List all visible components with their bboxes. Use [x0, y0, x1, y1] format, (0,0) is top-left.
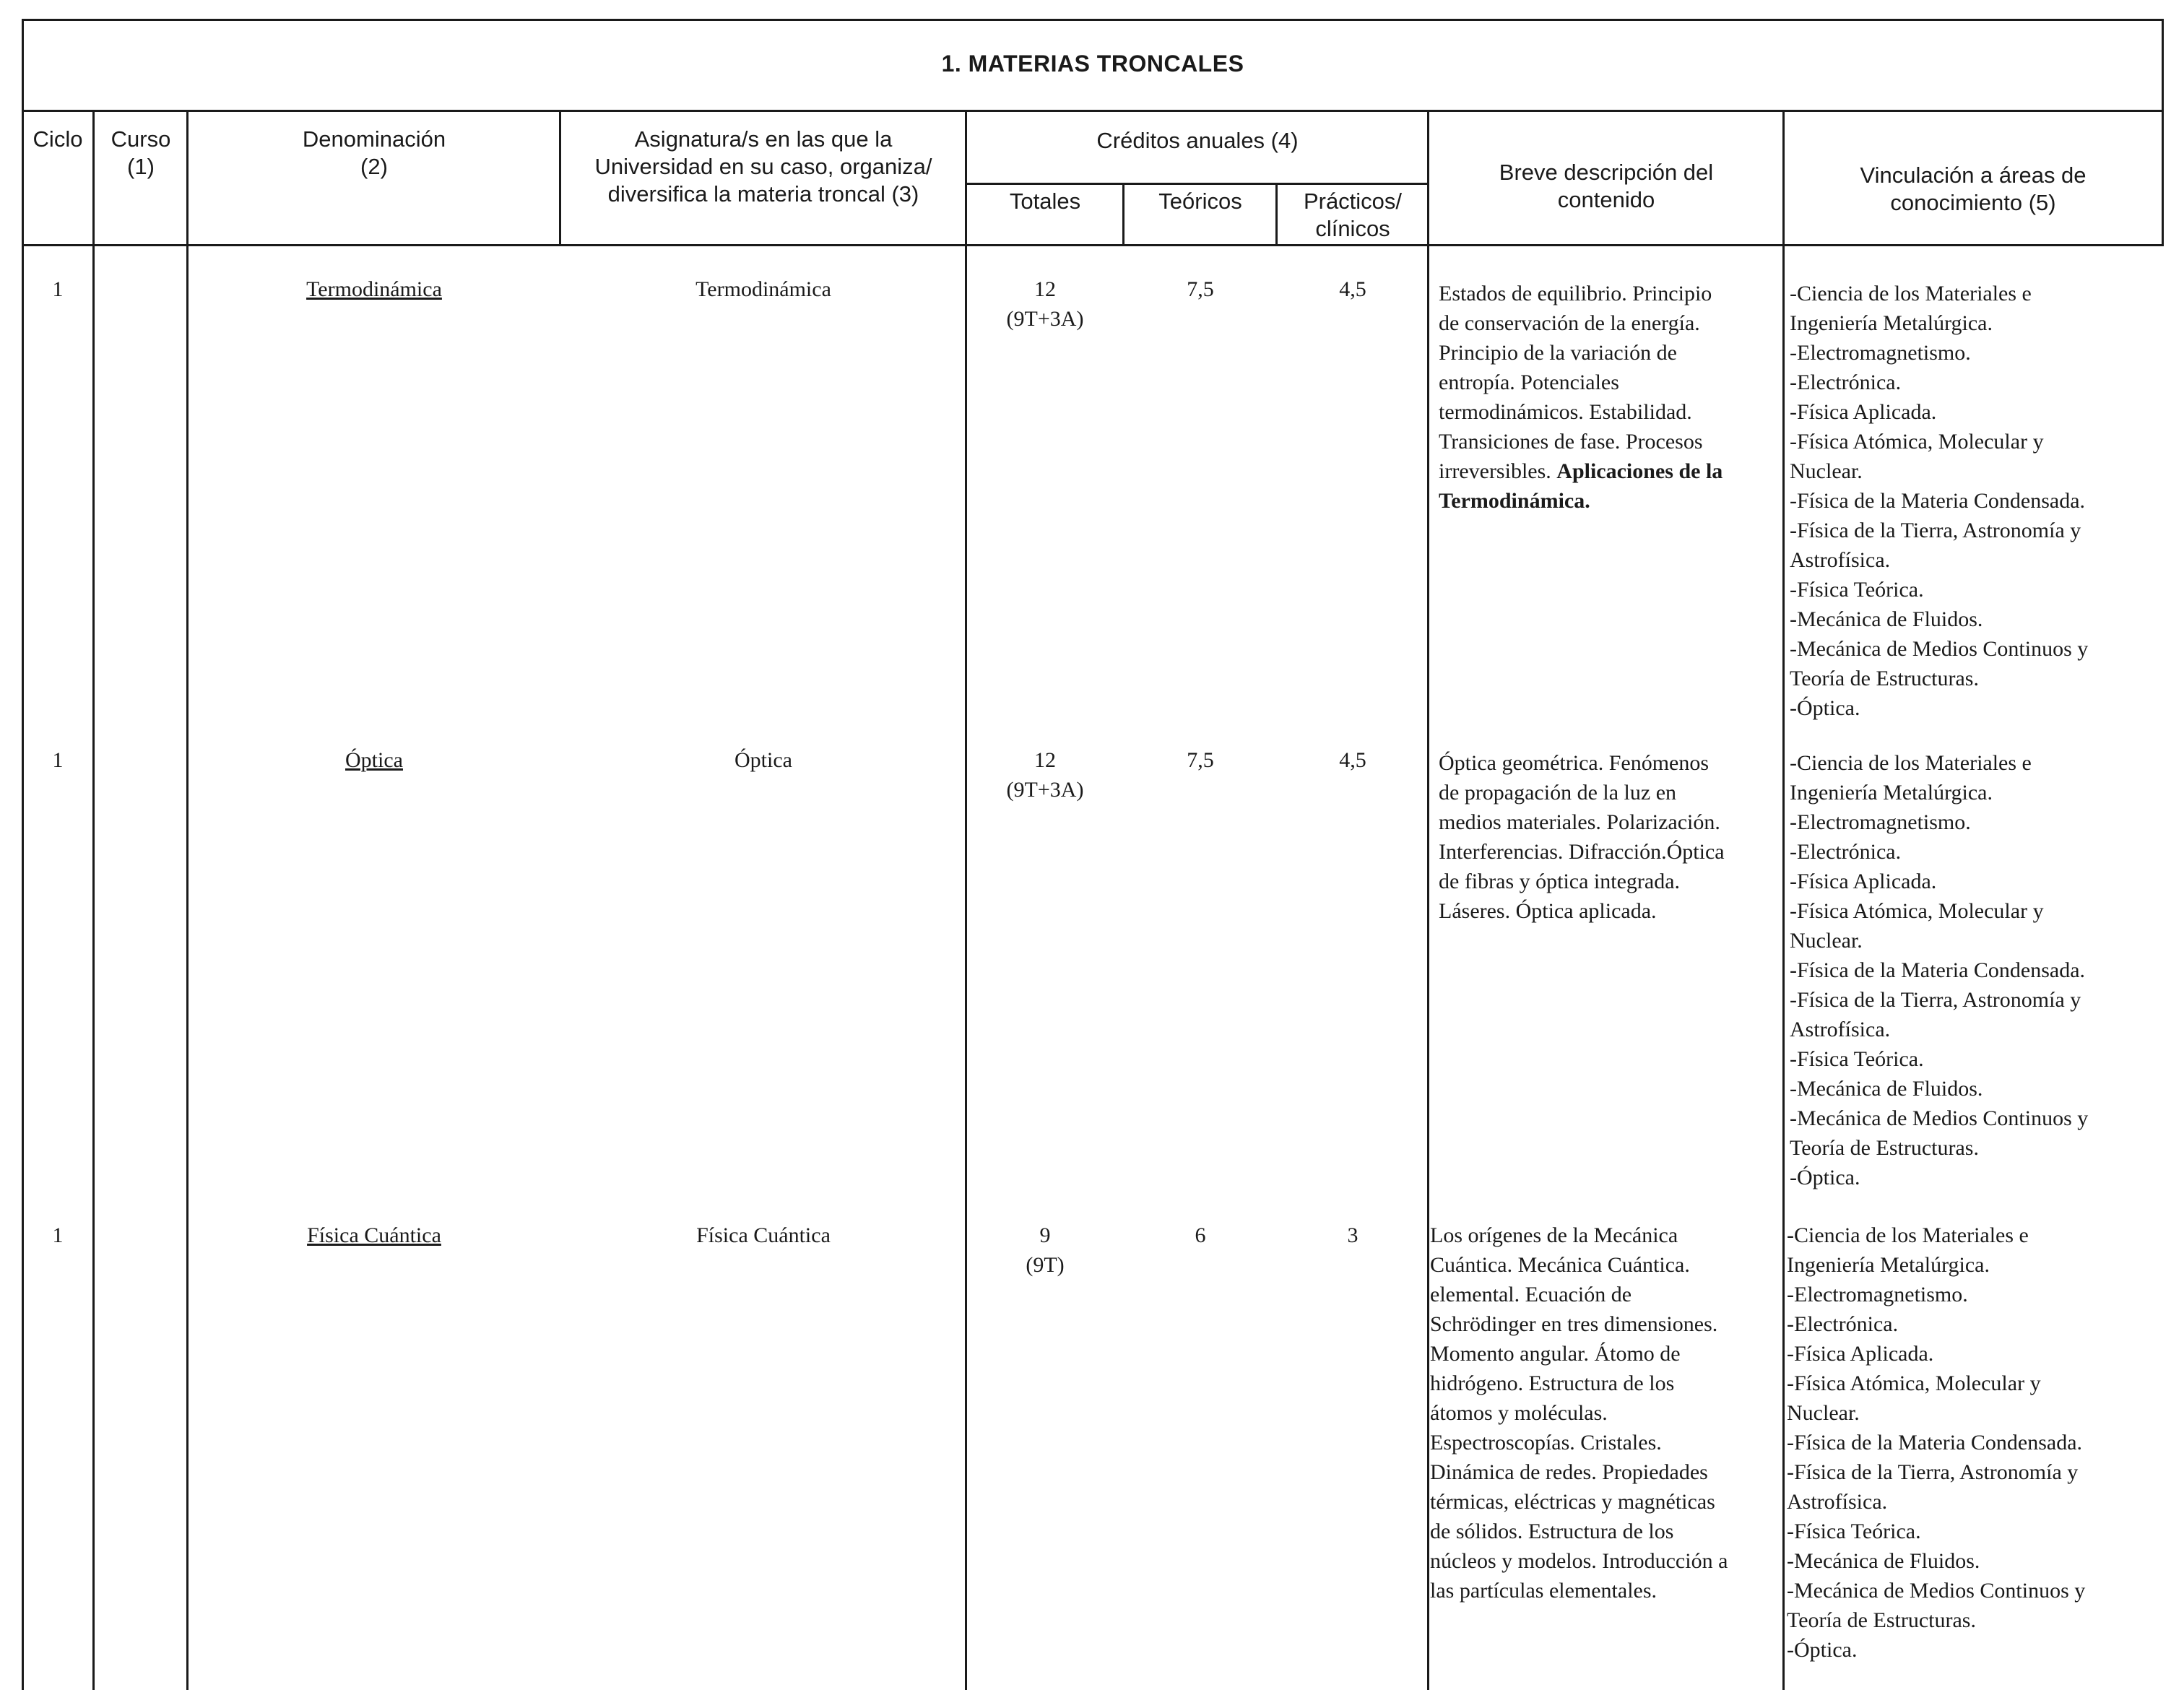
desc-line: Espectroscopías. Cristales. — [1430, 1431, 1662, 1455]
row-totales-detail: (9T+3A) — [1006, 307, 1084, 331]
area-line: -Física de la Materia Condensada. — [1790, 489, 2086, 513]
table-left-border — [22, 19, 24, 1690]
area-line: -Mecánica de Medios Continuos y — [1790, 637, 2089, 661]
area-line: -Física Teórica. — [1787, 1520, 1921, 1543]
table-title: 1. MATERIAS TRONCALES — [941, 51, 1244, 77]
area-line: Nuclear. — [1787, 1401, 1860, 1425]
header-practicos-line-2: clínicos — [1315, 216, 1390, 241]
creditos-subheader-line — [966, 183, 1429, 185]
row-practicos: 3 — [1347, 1223, 1358, 1247]
desc-line: las partículas elementales. — [1430, 1579, 1658, 1603]
row-totales-value: 12 — [1034, 277, 1056, 301]
header-vinculacion-line-1: Vinculación a áreas de — [1860, 162, 2086, 188]
col-divider-practicos — [1427, 110, 1429, 1690]
desc-line: Interferencias. Difracción.Óptica — [1439, 840, 1725, 864]
row-totales-detail: (9T+3A) — [1006, 778, 1084, 802]
row-ciclo: 1 — [52, 748, 64, 772]
area-line: -Mecánica de Fluidos. — [1787, 1549, 1980, 1573]
area-line: -Ciencia de los Materiales e — [1787, 1223, 2029, 1247]
row-practicos: 4,5 — [1339, 277, 1366, 301]
desc-line: Transiciones de fase. Procesos — [1439, 430, 1703, 454]
area-line: -Física Teórica. — [1790, 578, 1924, 602]
desc-line: Estados de equilibrio. Principio — [1439, 282, 1712, 305]
row-denominacion: Física Cuántica — [307, 1223, 441, 1247]
area-line: -Electromagnetismo. — [1790, 810, 1971, 834]
desc-line: de conservación de la energía. — [1439, 311, 1700, 335]
desc-line: átomos y moléculas. — [1430, 1401, 1608, 1425]
row-teoricos: 7,5 — [1187, 748, 1214, 772]
area-line: Astrofísica. — [1787, 1490, 1888, 1514]
header-practicos-line-1: Prácticos/ — [1303, 188, 1403, 214]
area-line: Ingeniería Metalúrgica. — [1787, 1253, 1990, 1277]
desc-line: de propagación de la luz en — [1439, 781, 1677, 805]
row-totales — [966, 274, 1124, 334]
area-line: -Mecánica de Fluidos. — [1790, 607, 1983, 631]
header-descripcion-line-1: Breve descripción del — [1499, 160, 1714, 185]
header-curso-line-1: Curso — [110, 126, 171, 152]
row-denominacion: Óptica — [345, 748, 403, 772]
area-line: -Electromagnetismo. — [1787, 1283, 1968, 1306]
header-descripcion — [1429, 159, 1784, 214]
row-ciclo: 1 — [52, 1223, 64, 1247]
area-line: Nuclear. — [1790, 459, 1863, 483]
area-line: -Mecánica de Medios Continuos y — [1790, 1106, 2089, 1130]
col-divider-ciclo — [92, 110, 95, 1690]
area-line: -Física de la Materia Condensada. — [1787, 1431, 2083, 1455]
area-line: Astrofísica. — [1790, 548, 1891, 572]
header-vinculacion — [1784, 162, 2162, 217]
row-totales-detail: (9T) — [1026, 1253, 1065, 1277]
header-asignaturas-line-3: diversifica la materia troncal (3) — [607, 181, 919, 207]
desc-line-text: irreversibles. — [1439, 459, 1551, 483]
desc-bold-text: Aplicaciones de la — [1556, 459, 1723, 483]
area-line: Ingeniería Metalúrgica. — [1790, 311, 1993, 335]
row-denominacion: Termodinámica — [306, 277, 442, 301]
header-ciclo-text: Ciclo — [32, 126, 83, 152]
area-line: Teoría de Estructuras. — [1787, 1608, 1976, 1632]
table-top-border — [22, 19, 2164, 21]
area-line: -Ciencia de los Materiales e — [1790, 751, 2032, 775]
area-line: -Óptica. — [1787, 1638, 1858, 1662]
area-line: -Física Aplicada. — [1787, 1342, 1934, 1366]
row-ciclo: 1 — [52, 277, 64, 301]
area-line: -Física Teórica. — [1790, 1047, 1924, 1071]
desc-line: entropía. Potenciales — [1439, 370, 1619, 394]
header-bottom-border — [22, 244, 2164, 246]
area-line: -Física Aplicada. — [1790, 870, 1937, 893]
row-totales-value: 12 — [1034, 748, 1056, 772]
header-ciclo — [22, 126, 94, 153]
area-line: Astrofísica. — [1790, 1018, 1891, 1041]
header-vinculacion-line-2: conocimiento (5) — [1890, 190, 2056, 215]
col-divider-descripcion — [1782, 110, 1785, 1690]
desc-line: termodinámicos. Estabilidad. — [1439, 400, 1692, 424]
row-descripcion — [1439, 748, 1778, 926]
header-practicos — [1277, 188, 1429, 243]
area-line: -Física de la Tierra, Astronomía y — [1787, 1460, 2079, 1484]
row-descripcion — [1430, 1221, 1780, 1605]
desc-bold-text: Termodinámica. — [1439, 489, 1590, 513]
area-line: -Física de la Materia Condensada. — [1790, 958, 2086, 982]
area-line: -Física Aplicada. — [1790, 400, 1937, 424]
area-line: Teoría de Estructuras. — [1790, 667, 1979, 690]
area-line: -Ciencia de los Materiales e — [1790, 282, 2032, 305]
area-line: -Óptica. — [1790, 696, 1860, 720]
area-line: -Física Atómica, Molecular y — [1790, 899, 2044, 923]
header-asignaturas-line-1: Asignatura/s en las que la — [634, 126, 893, 152]
desc-line: Cuántica. Mecánica Cuántica. — [1430, 1253, 1690, 1277]
area-line: -Electrónica. — [1790, 840, 1902, 864]
desc-line — [1439, 486, 1778, 516]
header-denominacion — [188, 126, 560, 181]
header-asignaturas-line-2: Universidad en su caso, organiza/ — [594, 154, 932, 179]
row-asignatura: Termodinámica — [696, 277, 831, 301]
desc-line — [1439, 456, 1778, 486]
desc-line: elemental. Ecuación de — [1430, 1283, 1632, 1306]
area-line: Teoría de Estructuras. — [1790, 1136, 1979, 1160]
header-denominacion-line-1: Denominación — [302, 126, 446, 152]
area-line: -Física de la Tierra, Astronomía y — [1790, 988, 2081, 1012]
row-teoricos: 7,5 — [1187, 277, 1214, 301]
row-asignatura: Física Cuántica — [696, 1223, 831, 1247]
area-line: -Electrónica. — [1790, 370, 1902, 394]
header-creditos: Créditos anuales (4) — [1096, 128, 1299, 153]
area-line: -Mecánica de Medios Continuos y — [1787, 1579, 2086, 1603]
desc-line: núcleos y modelos. Introducción a — [1430, 1549, 1728, 1573]
row-totales-value: 9 — [1039, 1223, 1051, 1247]
header-descripcion-line-2: contenido — [1557, 187, 1655, 212]
header-teoricos: Teóricos — [1158, 188, 1242, 214]
header-totales: Totales — [1009, 188, 1081, 214]
area-line: Nuclear. — [1790, 929, 1863, 953]
row-vinculacion — [1787, 1221, 2158, 1665]
desc-line: Óptica geométrica. Fenómenos — [1439, 751, 1710, 775]
desc-line: de fibras y óptica integrada. — [1439, 870, 1681, 893]
row-totales — [966, 745, 1124, 805]
desc-line: Dinámica de redes. Propiedades — [1430, 1460, 1708, 1484]
header-denominacion-line-2: (2) — [360, 154, 388, 179]
row-vinculacion — [1790, 279, 2158, 723]
row-descripcion — [1439, 279, 1778, 516]
area-line: -Óptica. — [1790, 1166, 1860, 1189]
row-practicos: 4,5 — [1339, 748, 1366, 772]
desc-line: de sólidos. Estructura de los — [1430, 1520, 1674, 1543]
row-asignatura: Óptica — [734, 748, 792, 772]
header-asignaturas — [560, 126, 966, 208]
row-teoricos: 6 — [1195, 1223, 1206, 1247]
col-divider-curso — [186, 110, 188, 1690]
col-divider-asignatura — [965, 110, 967, 1690]
area-line: -Electrónica. — [1787, 1312, 1899, 1336]
area-line: -Física Atómica, Molecular y — [1787, 1371, 2041, 1395]
area-line: -Mecánica de Fluidos. — [1790, 1077, 1983, 1101]
desc-line: Principio de la variación de — [1439, 341, 1677, 365]
row-vinculacion — [1790, 748, 2158, 1192]
title-bottom-border — [22, 110, 2164, 112]
row-totales — [966, 1221, 1124, 1280]
desc-line: Schrödinger en tres dimensiones. — [1430, 1312, 1718, 1336]
area-line: Ingeniería Metalúrgica. — [1790, 781, 1993, 805]
desc-line: Los orígenes de la Mecánica — [1430, 1223, 1678, 1247]
area-line: -Física de la Tierra, Astronomía y — [1790, 519, 2081, 542]
desc-line: hidrógeno. Estructura de los — [1430, 1371, 1675, 1395]
desc-line: Momento angular. Átomo de — [1430, 1342, 1681, 1366]
area-line: -Electromagnetismo. — [1790, 341, 1971, 365]
header-curso — [94, 126, 188, 181]
desc-line: Láseres. Óptica aplicada. — [1439, 899, 1657, 923]
desc-line: medios materiales. Polarización. — [1439, 810, 1720, 834]
area-line: -Física Atómica, Molecular y — [1790, 430, 2044, 454]
desc-line: térmicas, eléctricas y magnéticas — [1430, 1490, 1715, 1514]
header-curso-line-2: (1) — [127, 154, 155, 179]
